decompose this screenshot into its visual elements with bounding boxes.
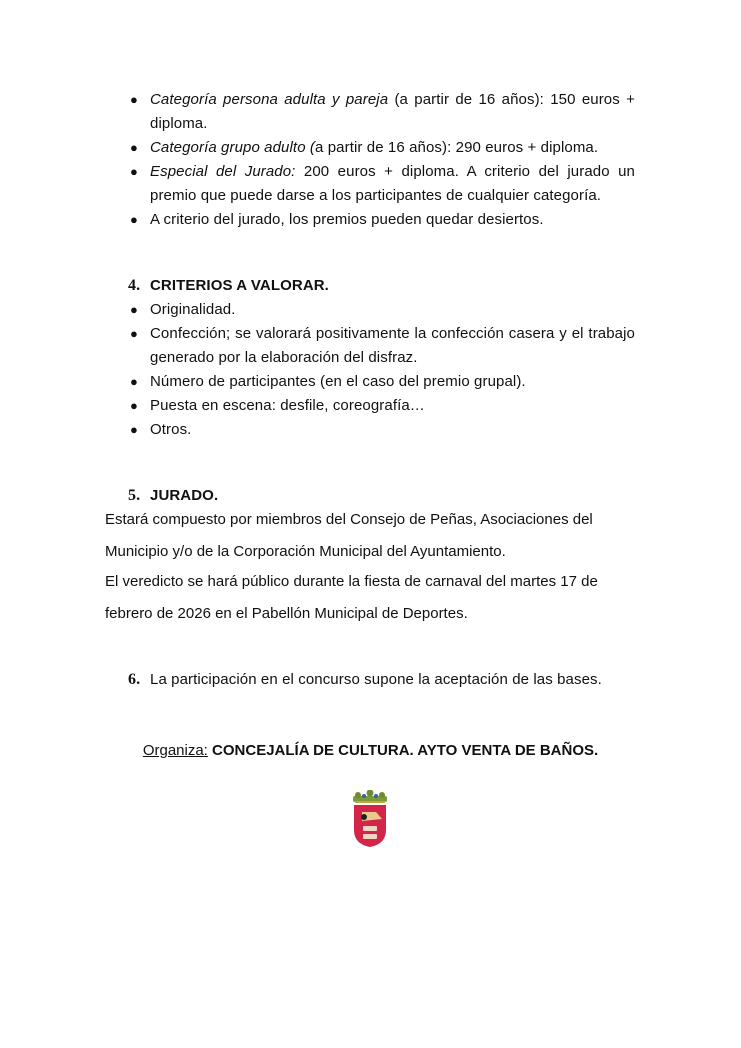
list-item <box>128 160 635 208</box>
acceptance-text: La participación en el concurso supone la aceptación de las bases. <box>150 671 602 688</box>
criterion-text: Originalidad. <box>150 301 236 318</box>
criterion-text: Otros. <box>150 421 192 438</box>
prize-category: Categoría grupo adulto ( <box>150 139 316 156</box>
prizes-list <box>128 88 635 232</box>
prize-category: Especial del Jurado: <box>150 163 296 180</box>
criterion-text: Número de participantes (en el caso del premio grupal). <box>150 373 526 390</box>
list-item <box>128 88 635 136</box>
bullet-icon: ● <box>130 302 138 317</box>
verdict-paragraph: El veredicto se hará público durante la fiesta de carnaval del martes 17 de febrero de 2026 en el Pabellón Municipal de Deportes. <box>105 573 598 622</box>
bullet-icon: ● <box>130 422 138 437</box>
list-item <box>128 370 635 394</box>
prize-detail: a partir de 16 años): 290 euros + diploma. <box>315 139 599 156</box>
section-number: 5. <box>128 487 141 504</box>
section-number: 6. <box>128 671 141 688</box>
bullet-icon: ● <box>130 326 138 341</box>
list-item <box>128 136 635 160</box>
prize-category: Categoría persona adulta y pareja <box>150 91 389 108</box>
prize-detail: A criterio del jurado, los premios pueden quedar desiertos. <box>150 211 544 228</box>
section-title: CRITERIOS A VALORAR. <box>150 277 329 294</box>
criteria-list <box>128 298 635 442</box>
organizer-line <box>0 742 741 759</box>
crown-icon <box>353 790 387 803</box>
bullet-icon: ● <box>130 212 138 227</box>
section-number: 4. <box>128 277 141 294</box>
prize-detail: 200 euros + diploma. A criterio del jurado un premio que puede darse a los participantes de cualquier categoría. <box>150 163 635 204</box>
criterion-text: Confección; se valorará positivamente la confección casera y el trabajo generado por la elaboración del disfraz. <box>150 325 635 366</box>
list-item <box>128 298 635 322</box>
bullet-icon: ● <box>130 398 138 413</box>
bullet-icon: ● <box>130 92 138 107</box>
bullet-icon: ● <box>130 164 138 179</box>
criterion-text: Puesta en escena: desfile, coreografía… <box>150 397 425 414</box>
list-item <box>128 394 635 418</box>
bullet-icon: ● <box>130 374 138 389</box>
list-item <box>128 322 635 370</box>
list-item <box>128 418 635 442</box>
organizer-name: CONCEJALÍA DE CULTURA. AYTO VENTA DE BAÑOS. <box>207 742 599 759</box>
bullet-icon: ● <box>130 140 138 155</box>
coat-of-arms-icon <box>350 790 390 848</box>
section-title: JURADO. <box>150 487 219 504</box>
section-4-heading <box>128 274 329 298</box>
organizer-label: Organiza: <box>142 742 208 759</box>
jury-composition-paragraph: Estará compuesto por miembros del Consejo de Peñas, Asociaciones del Municipio y/o de la Corporación Municipal del Ayuntamiento. <box>105 511 593 560</box>
prize-detail: (a partir de 16 años): 150 euros + diploma. <box>150 91 635 132</box>
section-6 <box>128 668 602 692</box>
list-item <box>128 208 635 232</box>
